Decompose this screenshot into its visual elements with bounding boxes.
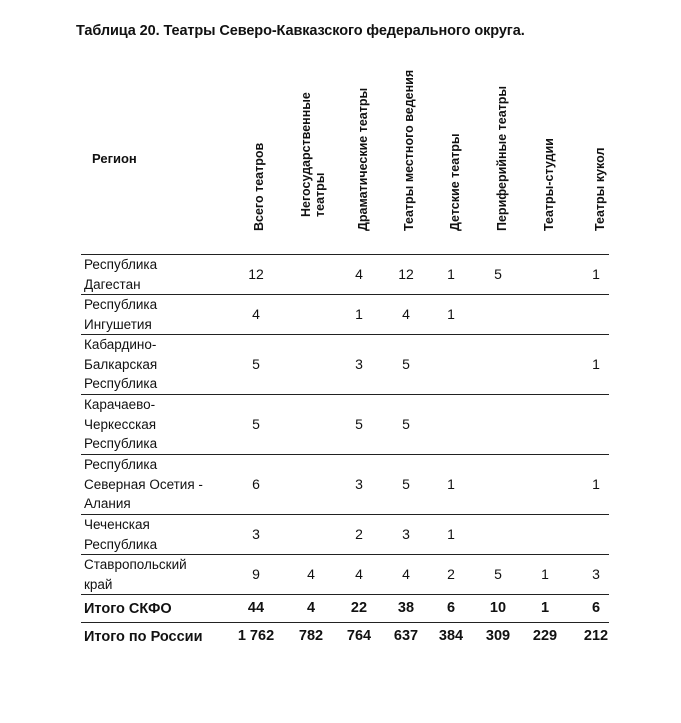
table-row xyxy=(0,554,681,594)
region-name xyxy=(84,255,234,294)
table-cell: 4 xyxy=(355,266,363,282)
table-row xyxy=(0,294,681,334)
region-name xyxy=(84,335,234,394)
region-name xyxy=(84,395,234,454)
total-cell: 1 762 xyxy=(237,628,275,644)
table-cell: 9 xyxy=(252,566,260,582)
column-header-label: Театры кукол xyxy=(593,147,607,231)
table-cell: 5 xyxy=(252,416,260,432)
region-name-line: Республика xyxy=(84,257,158,272)
total-cell: 212 xyxy=(583,628,609,644)
table-cell: 5 xyxy=(402,476,410,492)
total-cell: 44 xyxy=(247,600,265,616)
table-row xyxy=(0,514,681,554)
region-name-line: Кабардино- xyxy=(84,337,157,352)
column-header-label: Всего театров xyxy=(252,142,266,231)
column-header-label: Негосударственные театры xyxy=(299,92,327,217)
total-cell: 764 xyxy=(346,628,372,644)
total-cell: 1 xyxy=(540,600,550,616)
table-cell: 2 xyxy=(447,566,455,582)
region-name-line: Черкесская xyxy=(84,416,157,432)
table-cell: 5 xyxy=(494,566,502,582)
region-name-line: Республика xyxy=(84,376,158,391)
column-header-label: Театры местного ведения xyxy=(402,69,416,231)
region-name xyxy=(84,455,234,514)
table-cell: 1 xyxy=(541,566,549,582)
region-name-line: Ставропольский xyxy=(84,557,187,572)
region-name-line: Республика xyxy=(84,536,158,552)
column-header-label: Драматические театры xyxy=(356,87,370,231)
table-cell: 3 xyxy=(252,526,260,542)
total-cell: 6 xyxy=(446,600,456,616)
table-row xyxy=(0,254,681,294)
total-cell: 4 xyxy=(306,600,316,616)
total-cell: 6 xyxy=(591,600,601,616)
column-header-label: Детские театры xyxy=(448,133,462,231)
table-cell: 1 xyxy=(447,306,455,322)
total-cell: 309 xyxy=(485,628,511,644)
table-cell: 3 xyxy=(355,356,363,372)
total-cell: 782 xyxy=(298,628,324,644)
table-row xyxy=(0,454,681,514)
total-cell: 22 xyxy=(350,600,368,616)
column-header-3 xyxy=(352,55,386,245)
column-header-6 xyxy=(491,55,525,245)
table-cell: 4 xyxy=(402,306,410,322)
table-cell: 2 xyxy=(355,526,363,542)
region-name-line: Дагестан xyxy=(84,276,141,292)
region-name-line: Карачаево- xyxy=(84,397,156,412)
table-cell: 3 xyxy=(355,476,363,492)
total-label: Итого СКФО xyxy=(84,601,172,617)
region-name-line: Республика xyxy=(84,436,158,451)
table-title: Таблица 20. Театры Северо-Кавказского федерального округа. xyxy=(76,23,525,39)
total-row xyxy=(0,622,681,650)
region-name-line: Балкарская xyxy=(84,356,158,372)
table-cell: 1 xyxy=(592,356,600,372)
total-cell: 10 xyxy=(489,600,507,616)
table-cell: 4 xyxy=(307,566,315,582)
column-header-2 xyxy=(299,55,333,245)
column-header-1 xyxy=(248,55,282,245)
region-name xyxy=(84,295,234,334)
table-cell: 1 xyxy=(447,266,455,282)
region-name-line: Чеченская xyxy=(84,517,150,532)
table-cell: 1 xyxy=(355,306,363,322)
table-cell: 4 xyxy=(402,566,410,582)
column-header-7 xyxy=(538,55,572,245)
table-cell: 12 xyxy=(398,266,414,282)
table-cell: 1 xyxy=(592,476,600,492)
total-cell: 38 xyxy=(397,600,415,616)
region-name-line: Республика xyxy=(84,297,158,312)
table-cell: 4 xyxy=(355,566,363,582)
column-header-5 xyxy=(444,55,478,245)
region-name-line: Северная Осетия - xyxy=(84,476,203,492)
table-cell: 4 xyxy=(252,306,260,322)
table-cell: 5 xyxy=(402,356,410,372)
table-cell: 5 xyxy=(402,416,410,432)
total-cell: 384 xyxy=(438,628,464,644)
region-column-header: Регион xyxy=(92,151,137,166)
region-name-line: Алания xyxy=(84,496,131,511)
table-cell: 6 xyxy=(252,476,260,492)
region-name-line: край xyxy=(84,576,113,592)
total-row xyxy=(0,594,681,622)
region-name-line: Республика xyxy=(84,457,158,472)
column-header-label: Периферийные театры xyxy=(495,85,509,231)
table-cell: 3 xyxy=(402,526,410,542)
column-header-8 xyxy=(589,55,623,245)
region-name xyxy=(84,515,234,554)
column-header-label: Театры-студии xyxy=(542,138,556,231)
table-row xyxy=(0,334,681,394)
region-name-line: Ингушетия xyxy=(84,316,152,332)
column-header-4 xyxy=(398,55,432,245)
table-cell: 1 xyxy=(447,526,455,542)
region-name xyxy=(84,555,234,594)
table-cell: 12 xyxy=(248,266,264,282)
table-cell: 5 xyxy=(494,266,502,282)
total-cell: 229 xyxy=(532,628,558,644)
table-cell: 1 xyxy=(447,476,455,492)
table-cell: 1 xyxy=(592,266,600,282)
table-cell: 5 xyxy=(252,356,260,372)
table-row xyxy=(0,394,681,454)
table-cell: 3 xyxy=(592,566,600,582)
total-label: Итого по России xyxy=(84,629,203,645)
total-cell: 637 xyxy=(393,628,419,644)
table-cell: 5 xyxy=(355,416,363,432)
